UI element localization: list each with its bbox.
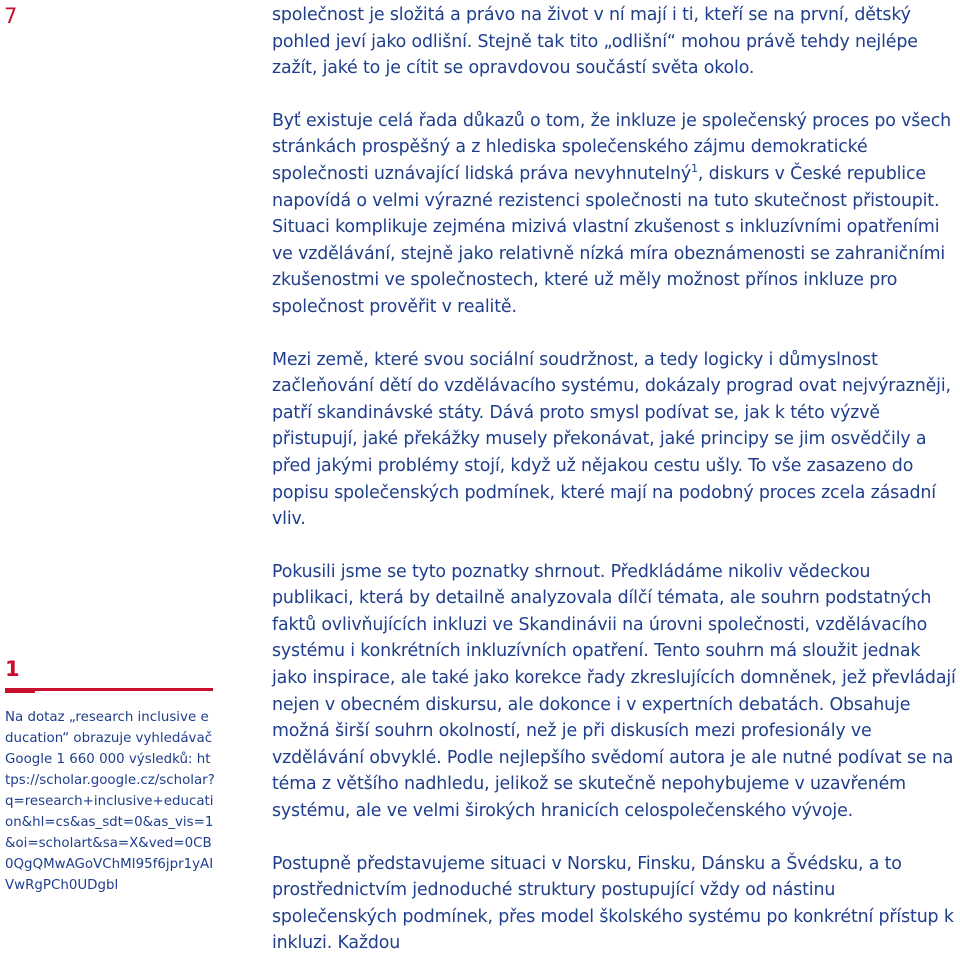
footnote-text: Na dotaz „research inclusive education“ obrazuje vyhledávač Google 1 660 000 výsledků: https://scholar.google.cz/scholar?q=research+inclusive+education&hl=cs&as_sdt=0&as_vis=1&oi=scholart&sa=X&ved=0CB0QgQMwAGoVChMI95f6jpr1yAIVwRgPCh0UDgbl <box>5 710 215 893</box>
page-number: 7 <box>4 4 18 28</box>
footnote-number: 1 <box>5 657 20 681</box>
paragraph-1: společnost je složitá a právo na život v ní mají i ti, kteří se na první, dětský pohled jeví jako odlišní. Stejně tak tito „odlišní“ mohou právě tehdy nejlépe zažít, jaké to je cítit se opravdovou součástí světa okolo. <box>272 5 918 79</box>
footnote <box>5 656 215 896</box>
footnote-divider <box>5 688 213 691</box>
paragraph-4: Pokusili jsme se tyto poznatky shrnout. Předkládáme nikoliv vědeckou publikaci, která by detailně analyzovala dílčí témata, ale souhrn podstatných faktů ovlivňujících inkluzi ve Skandinávii na úrovni společnosti, vzdělávacího systému i konkrétních inkluzívních opatření. Tento souhrn má sloužit jednak jako inspirace, ale také jako korekce řady zkreslujících domněnek, jež převládají nejen v obecném diskursu, ale dokonce i v expertních debatách. Obsahuje možná širší souhrn okolností, než je při diskusích mezi profesionály ve vzdělávání obvyklé. Podle nejlepšího svědomí autora je ale nutné podívat se na téma z většího nadhledu, jelikož se skutečně nepohybujeme v uzavřeném systému, ale ve velmi širokých hranicích celospolečenského vývoje. <box>272 561 956 822</box>
paragraph-2-text-end: , diskurs v České republice napovídá o velmi výrazné rezistenci společnosti na tuto skutečnost přistoupit. Situaci komplikuje zejména mizivá vlastní zkušenost s inkluzívními opatřeními ve vzdělávání, stejně jako relativně nízká míra obeznámenosti se zahraničními zkušenostmi ve společnostech, které už měly možnost přínos inkluze pro společnost prověřit v realitě. <box>272 163 946 317</box>
paragraph-2 <box>272 108 956 321</box>
main-text-column <box>272 2 956 957</box>
paragraph-5: Postupně představujeme situaci v Norsku, Finsku, Dánsku a Švédsku, a to prostřednictvím jednoduché struktury postupující vždy od nástinu společenských podmínek, přes model školského systému po konkrétní přístup k inkluzi. Každou <box>272 853 954 954</box>
footnote-reference: 1 <box>690 162 698 176</box>
paragraph-3: Mezi země, které svou sociální soudržnost, a tedy logicky i důmyslnost začleňování dětí do vzdělávacího systému, dokázaly prograd ovat nejvýrazněji, patří skandinávské státy. Dává proto smysl podívat se, jak k této výzvě přistupují, jaké překážky musely překonávat, jaké principy se jim osvědčily a před jakými problémy stojí, když už nějakou cestu ušly. To vše zasazeno do popisu společenských podmínek, které mají na podobný proces zcela zásadní vliv. <box>272 349 951 530</box>
paragraph-2-text-start: Byť existuje celá řada důkazů o tom, že inkluze je společenský proces po všech stránkách prospěšný a z hlediska společenského zájmu demokratické společnosti uznávající lidská práva nevyhnutelný <box>272 110 952 184</box>
